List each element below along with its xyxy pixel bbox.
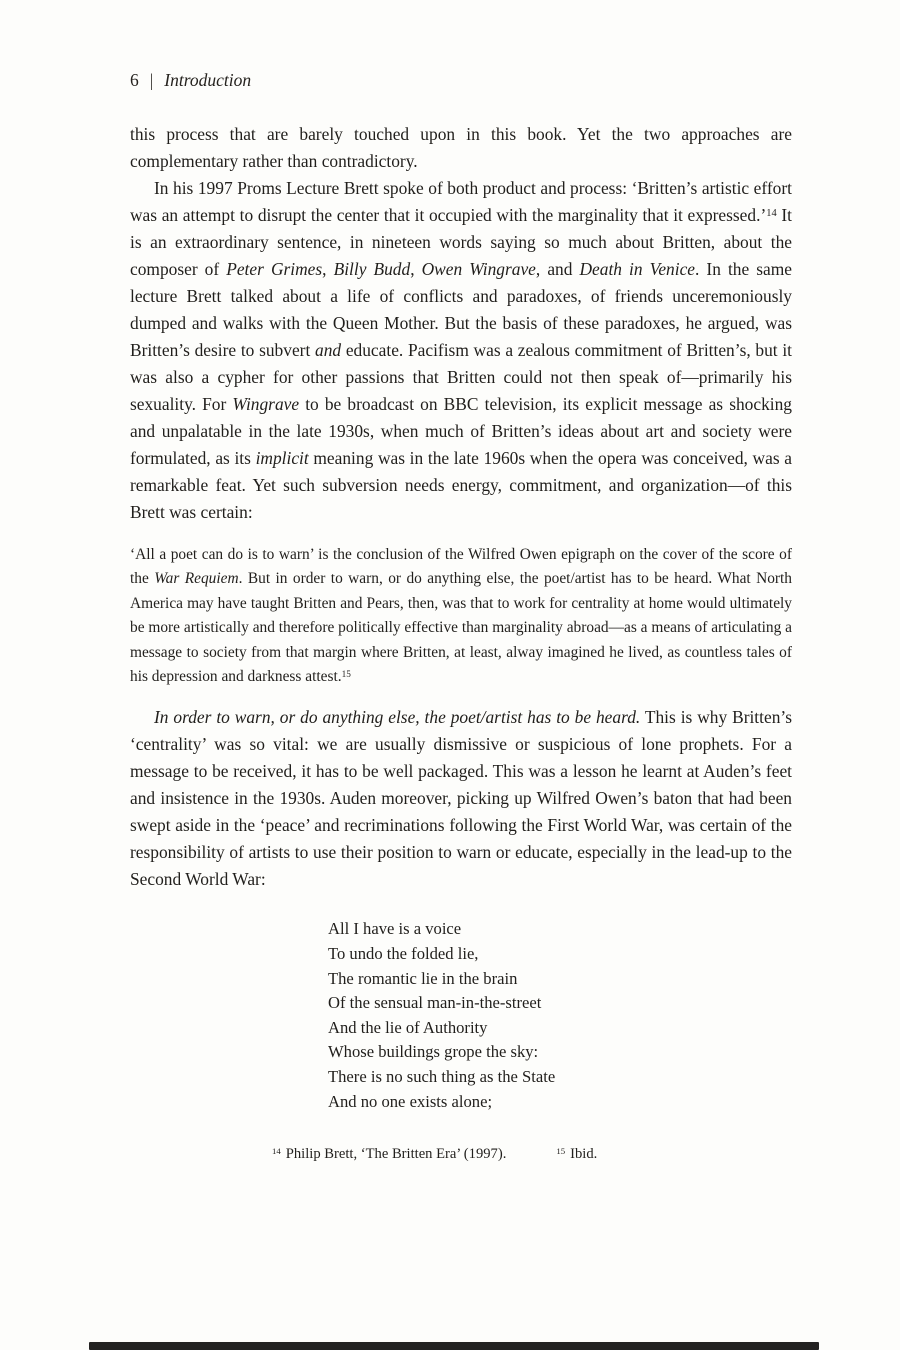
poem-line: All I have is a voice (328, 919, 462, 939)
poem-line: There is no such thing as the State (328, 1067, 556, 1086)
paragraph-centrality: In order to warn, or do anything else, the poet/artist has to be heard. This is why Britten’s ‘centrality’ was so vital: we are usually dismissive or suspicious of lone prophets. For a message to be received, it has to be well packaged. This was a lesson he learnt at Auden’s feet and insistence in the 1930s. Auden moreover, picking up Wilfred Owen’s baton that had been swept aside in the ‘peace’ and recriminations following the First World War, was certain of the responsibility of artists to use their position to warn or educate, especially in the lead-up to the Second World War: (130, 707, 792, 890)
page-header (130, 70, 792, 91)
page-body (130, 121, 792, 1163)
footnote-14 (272, 1146, 506, 1163)
block-quote-brett: ‘All a poet can do is to warn’ is the conclusion of the Wilfred Owen epigraph on the cover of the score of the War Requiem. But in order to warn, or do anything else, the poet/artist has to be heard. What North America may have taught Britten and Pears, then, was that to work for centrality at home would ultimately be more artistically and therefore politically effective than marginality abroad—as a means of articulating a message to society from that margin where Britten, at least, alway imagined he lived, as countless tales of his depression and darkness attest.$^{15}$ (130, 546, 792, 686)
page-bottom-edge (89, 1342, 819, 1350)
paragraph-continuation: this process that are barely touched upon in this book. Yet the two approaches are complementary rather than contradictory. (130, 124, 792, 171)
paragraph-proms-lecture: In his 1997 Proms Lecture Brett spoke of both product and process: ‘Britten’s artistic effort was an attempt to disrupt the center that it occupied with the marginality that it expressed.’$^{14}$ It is an extraordinary sentence, in nineteen words saying so much about Britten, about the composer of Peter Grimes, Billy Budd, Owen Wingrave, and Death in Venice. In the same lecture Brett talked about a life of conflicts and paradoxes, of friends unceremoniously dumped and walks with the Queen Mother. But the basis of these paradoxes, he argued, was Britten’s desire to subvert and educate. Pacifism was a zealous commitment of Britten’s, but it was also a cypher for other passions that Britten could not then speak of—primarily his sexuality. For Wingrave to be broadcast on BBC television, its explicit message as shocking and unpalatable in the late 1930s, when much of Britten’s ideas about art and society were formulated, as its implicit meaning was in the late 1960s when the opera was conceived, was a remarkable feat. Yet such subversion needs energy, commitment, and organization—of this Brett was certain: (130, 178, 793, 522)
footnote-marker: 14 (272, 1146, 281, 1157)
poem-line: To undo the folded lie, (328, 944, 479, 964)
header-separator: | (149, 70, 154, 90)
footnote-15 (556, 1146, 597, 1163)
poem-line: Of the sensual man-in-the-street (328, 993, 542, 1013)
footnotes (130, 1146, 792, 1163)
footnote-marker: 15 (556, 1146, 566, 1157)
footnote-text: Philip Brett, ‘The Britten Era’ (1997). (285, 1146, 507, 1163)
chapter-title: Introduction (164, 70, 252, 90)
poem-line: And no one exists alone; (328, 1091, 493, 1111)
book-page (130, 70, 792, 1163)
poem-line: Whose buildings grope the sky: (328, 1042, 539, 1062)
poem-line: And the lie of Authority (328, 1017, 488, 1037)
footnote-text: Ibid. (570, 1146, 598, 1163)
poem-auden-excerpt (328, 917, 792, 1114)
poem-line: The romantic lie in the brain (328, 968, 518, 988)
page-number: 6 (130, 70, 139, 90)
